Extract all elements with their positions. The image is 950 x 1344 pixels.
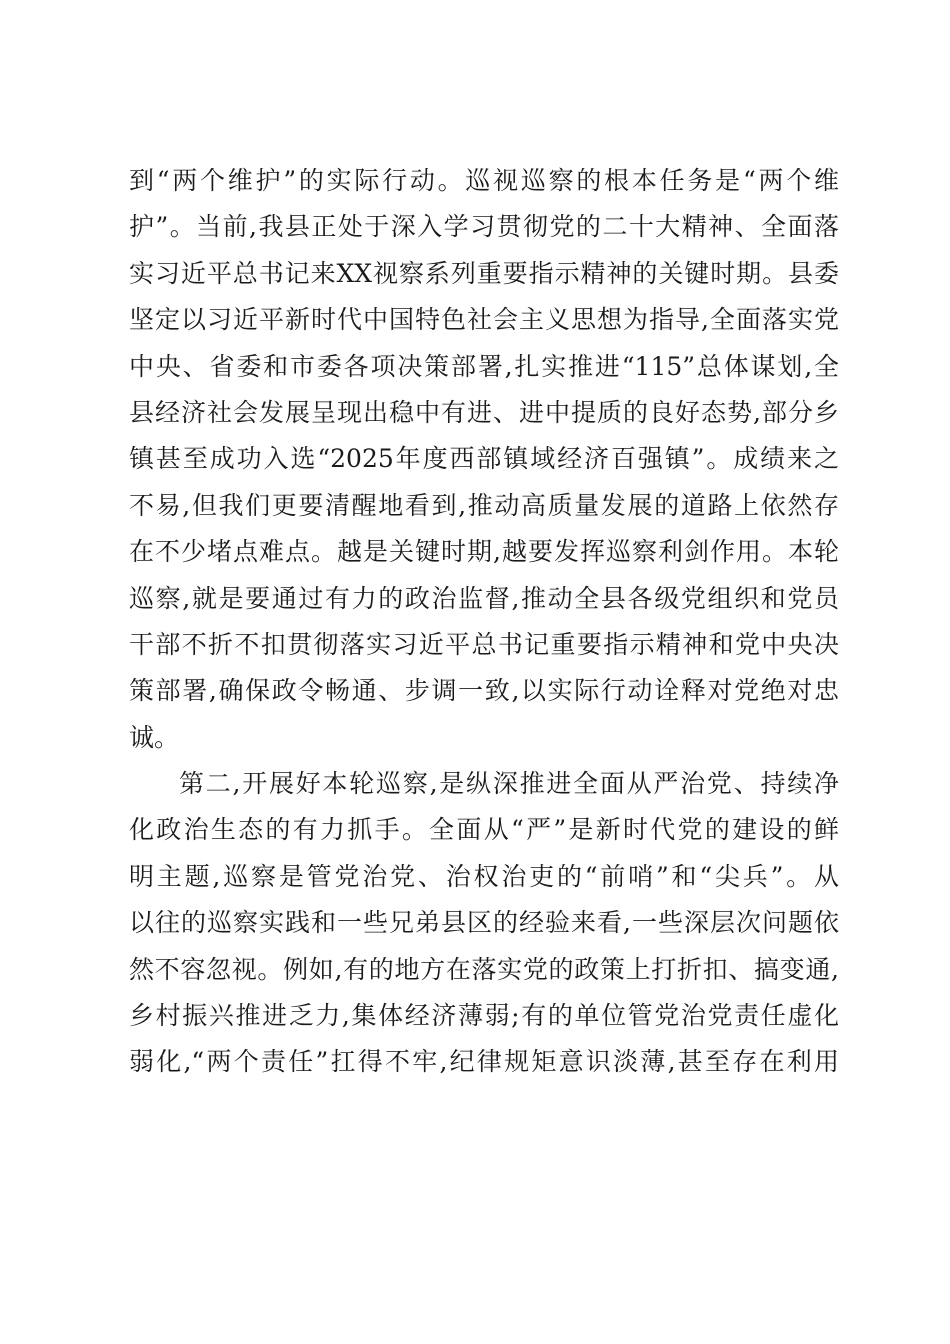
- paragraph-start-line: 第二,开展好本轮巡察,是纵深推进全面从严治党、持续净: [179, 769, 839, 799]
- text-line: 县经济社会发展呈现出稳中有进、进中提质的良好态势,部分乡: [129, 397, 839, 427]
- text-line: 弱化,“两个责任”扛得不牢,纪律规矩意识淡薄,甚至存在利用: [129, 1047, 839, 1077]
- text-line: 不易,但我们更要清醒地看到,推动高质量发展的道路上依然存: [129, 490, 839, 520]
- text-line: 然不容忽视。例如,有的地方在落实党的政策上打折扣、搞变通,: [129, 954, 839, 984]
- text-line: 以往的巡察实践和一些兄弟县区的经验来看,一些深层次问题依: [129, 908, 839, 938]
- body-text: [129, 158, 839, 1086]
- text-line: 策部署,确保政令畅通、步调一致,以实际行动诠释对党绝对忠: [129, 676, 839, 706]
- text-line: 实习近平总书记来XX视察系列重要指示精神的关键时期。县委: [129, 258, 839, 288]
- text-line: 化政治生态的有力抓手。全面从“严”是新时代党的建设的鲜: [129, 815, 839, 845]
- text-line: 乡村振兴推进乏力,集体经济薄弱;有的单位管党治党责任虚化: [129, 1001, 839, 1031]
- text-line: 坚定以习近平新时代中国特色社会主义思想为指导,全面落实党: [129, 305, 839, 335]
- text-line: 镇甚至成功入选“2025年度西部镇域经济百强镇”。成绩来之: [129, 444, 839, 474]
- text-line: 明主题,巡察是管党治党、治权治吏的“前哨”和“尖兵”。从: [129, 861, 839, 891]
- text-line: 诚。: [129, 722, 180, 752]
- text-line: 在不少堵点难点。越是关键时期,越要发挥巡察利剑作用。本轮: [129, 537, 839, 567]
- text-line: 到“两个维护”的实际行动。巡视巡察的根本任务是“两个维: [129, 166, 839, 195]
- text-line: 护”。当前,我县正处于深入学习贯彻党的二十大精神、全面落: [129, 212, 839, 242]
- text-line: 巡察,就是要通过有力的政治监督,推动全县各级党组织和党员: [129, 583, 839, 613]
- text-line: 干部不折不扣贯彻落实习近平总书记重要指示精神和党中央决: [129, 629, 839, 659]
- text-line: 中央、省委和市委各项决策部署,扎实推进“115”总体谋划,全: [129, 351, 839, 381]
